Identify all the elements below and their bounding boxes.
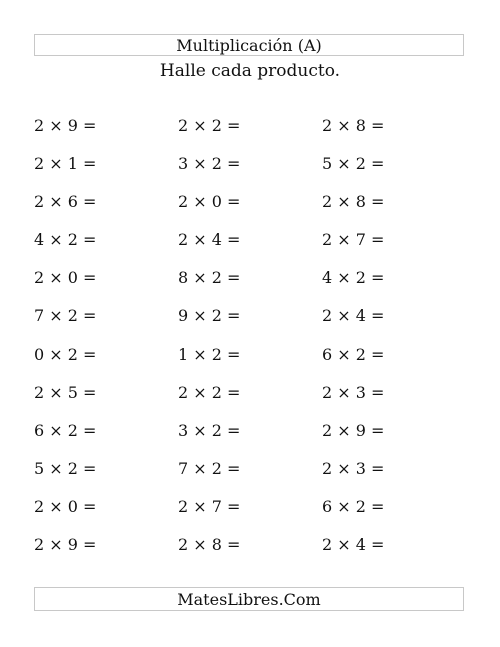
multiplication-problem: 1 × 2 = [178, 344, 241, 364]
footer-site-name: MatesLibres.Com [177, 589, 321, 609]
multiplication-problem: 2 × 1 = [34, 154, 97, 174]
multiplication-problem: 2 × 0 = [34, 268, 97, 288]
multiplication-problem: 2 × 6 = [34, 192, 97, 212]
multiplication-problem: 4 × 2 = [34, 230, 97, 250]
multiplication-problem: 0 × 2 = [34, 344, 97, 364]
problem-row [0, 230, 500, 268]
multiplication-problem: 7 × 2 = [178, 458, 241, 478]
worksheet-title: Multiplicación (A) [176, 35, 322, 55]
multiplication-problem: 6 × 2 = [322, 344, 385, 364]
multiplication-problem: 9 × 2 = [178, 306, 241, 326]
problem-row [0, 154, 500, 192]
multiplication-problem: 5 × 2 = [34, 458, 97, 478]
multiplication-problem: 2 × 3 = [322, 382, 385, 402]
multiplication-problem: 6 × 2 = [34, 420, 97, 440]
problem-row [0, 535, 500, 573]
multiplication-problem: 2 × 8 = [322, 192, 385, 212]
multiplication-problem: 2 × 2 = [178, 116, 241, 135]
problem-row [0, 421, 500, 459]
footer-box [34, 587, 464, 611]
problem-row [0, 497, 500, 535]
multiplication-problem: 2 × 7 = [178, 496, 241, 516]
multiplication-problem: 2 × 5 = [34, 382, 97, 402]
problem-grid [0, 116, 500, 573]
multiplication-problem: 8 × 2 = [178, 268, 241, 288]
multiplication-problem: 2 × 9 = [34, 116, 97, 135]
multiplication-problem: 7 × 2 = [34, 306, 97, 326]
problem-row [0, 268, 500, 306]
multiplication-problem: 2 × 9 = [322, 420, 385, 440]
multiplication-problem: 2 × 8 = [322, 116, 385, 135]
multiplication-problem: 5 × 2 = [322, 154, 385, 174]
problem-row [0, 345, 500, 383]
multiplication-problem: 2 × 0 = [178, 192, 241, 212]
multiplication-problem: 2 × 2 = [178, 382, 241, 402]
multiplication-problem: 2 × 7 = [322, 230, 385, 250]
problem-row [0, 306, 500, 344]
problem-row [0, 116, 500, 154]
worksheet-instructions: Halle cada producto. [159, 61, 341, 81]
problem-row [0, 192, 500, 230]
worksheet-title-box [34, 34, 464, 56]
multiplication-problem: 3 × 2 = [178, 420, 241, 440]
multiplication-problem: 4 × 2 = [322, 268, 385, 288]
multiplication-problem: 2 × 8 = [178, 535, 241, 555]
multiplication-problem: 2 × 0 = [34, 496, 97, 516]
multiplication-problem: 2 × 4 = [178, 230, 241, 250]
multiplication-problem: 2 × 9 = [34, 535, 97, 555]
multiplication-problem: 2 × 4 = [322, 535, 385, 555]
multiplication-problem: 6 × 2 = [322, 496, 385, 516]
multiplication-problem: 2 × 4 = [322, 306, 385, 326]
multiplication-problem: 3 × 2 = [178, 154, 241, 174]
problem-row [0, 459, 500, 497]
problem-row [0, 383, 500, 421]
multiplication-problem: 2 × 3 = [322, 458, 385, 478]
